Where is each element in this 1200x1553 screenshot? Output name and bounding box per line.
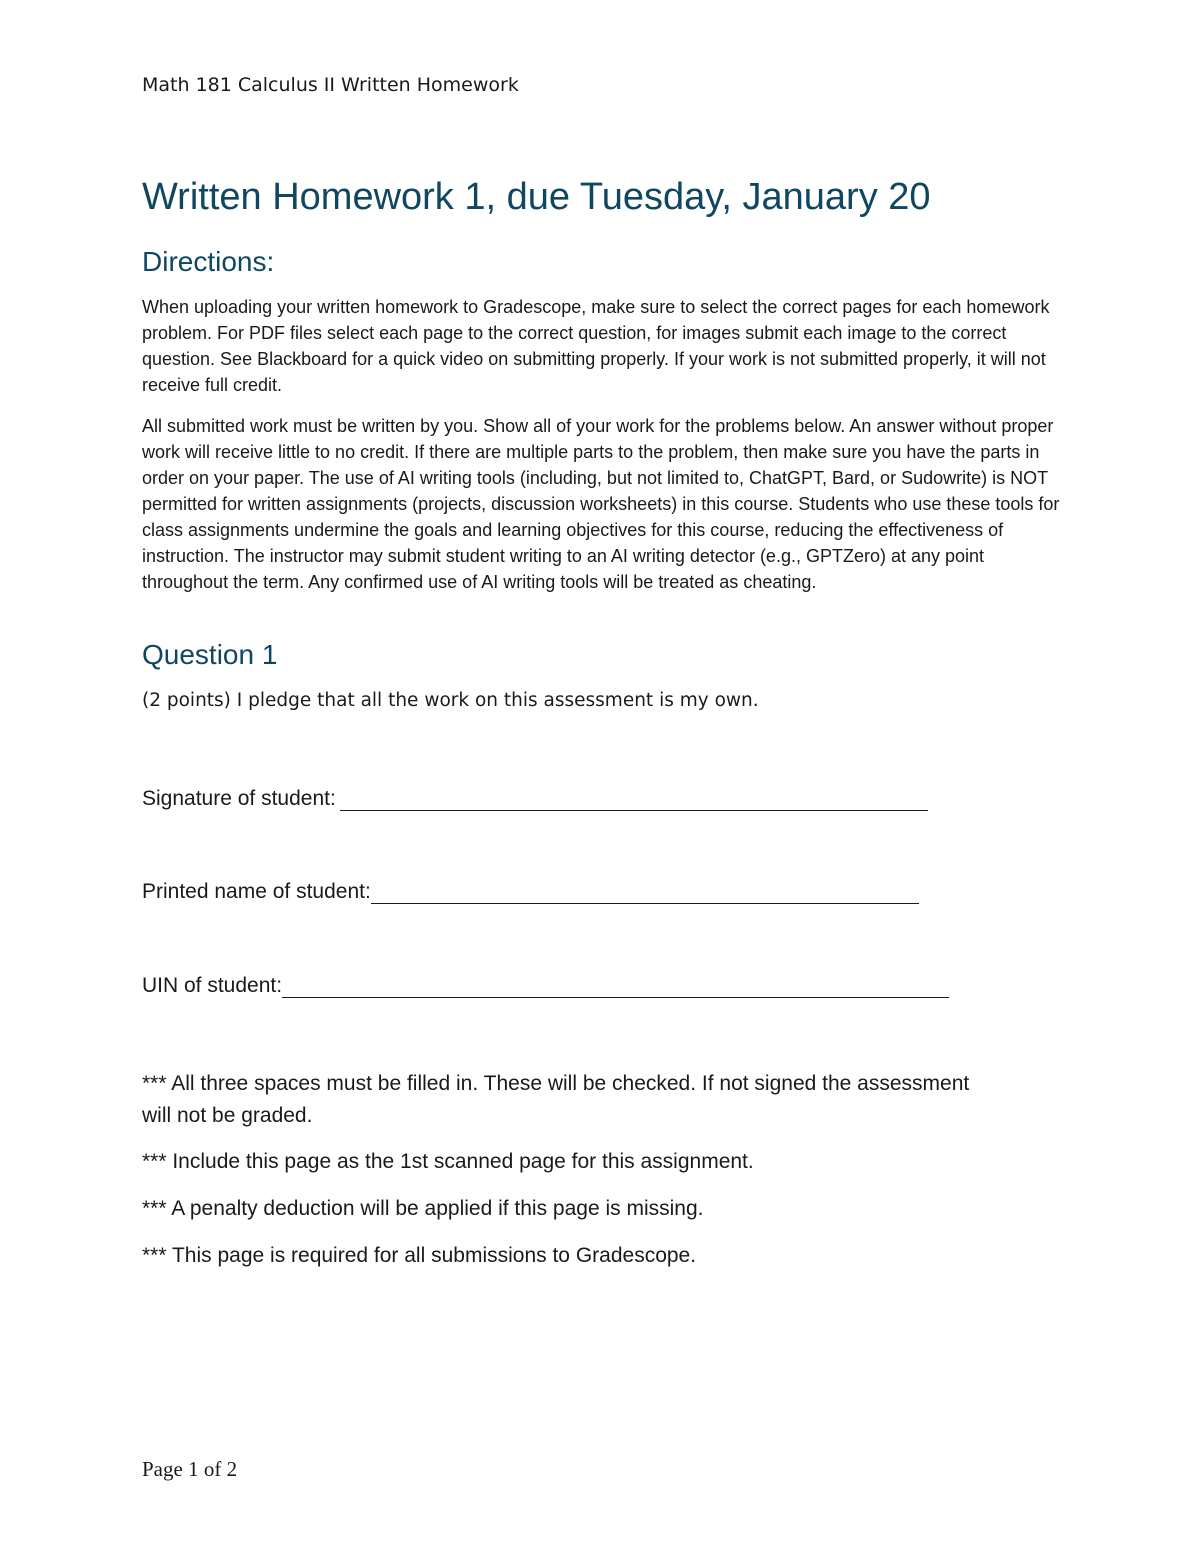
note-include-first-page: *** Include this page as the 1st scanned page for this assignment. [142, 1150, 754, 1173]
note-required-page: *** This page is required for all submissions to Gradescope. [142, 1244, 697, 1267]
note-fill-all-spaces: *** All three spaces must be filled in. These will be checked. If not signed the assessment will not be graded. [142, 1072, 970, 1127]
note-penalty: *** A penalty deduction will be applied if this page is missing. [142, 1197, 704, 1220]
printed-name-label: Printed name of student: [142, 880, 371, 903]
question-1-heading: Question 1 [142, 639, 278, 670]
uin-label: UIN of student: [142, 974, 283, 997]
page-number-footer: Page 1 of 2 [142, 1457, 238, 1481]
uin-field[interactable] [142, 974, 949, 998]
directions-paragraph-integrity: All submitted work must be written by you. Show all of your work for the problems below. An answer without proper work will receive little to no credit. If there are multiple parts to the problem, then make sure you have the parts in order on your paper. The use of AI writing tools (including, but not limited to, ChatGPT, Bard, or Sudowrite) is NOT permitted for written assignments (projects, discussion worksheets) in this course. Students who use these tools for class assignments undermine the goals and learning objectives for this course, reducing the effectiveness of instruction. The instructor may submit student writing to an AI writing detector (e.g., GPTZero) at any point throughout the term. Any confirmed use of AI writing tools will be treated as cheating. [142, 416, 1060, 592]
page-title: Written Homework 1, due Tuesday, January 20 [142, 176, 931, 218]
pledge-statement: (2 points) I pledge that all the work on this assessment is my own. [142, 690, 759, 711]
printed-name-field[interactable] [142, 880, 919, 904]
running-header: Math 181 Calculus II Written Homework [142, 74, 519, 96]
signature-blank-line[interactable] [340, 790, 928, 811]
document-page [142, 0, 1072, 1553]
signature-field[interactable] [142, 787, 928, 811]
directions-heading: Directions: [142, 246, 275, 277]
printed-name-blank-line[interactable] [371, 883, 919, 904]
directions-paragraph-upload: When uploading your written homework to Gradescope, make sure to select the correct pages for each homework problem. For PDF files select each page to the correct question, for images submit each image to the correct question. See Blackboard for a quick video on submitting properly. If your work is not submitted properly, it will not receive full credit. [142, 297, 1050, 395]
signature-label: Signature of student: [142, 787, 336, 810]
uin-blank-line[interactable] [282, 977, 949, 998]
